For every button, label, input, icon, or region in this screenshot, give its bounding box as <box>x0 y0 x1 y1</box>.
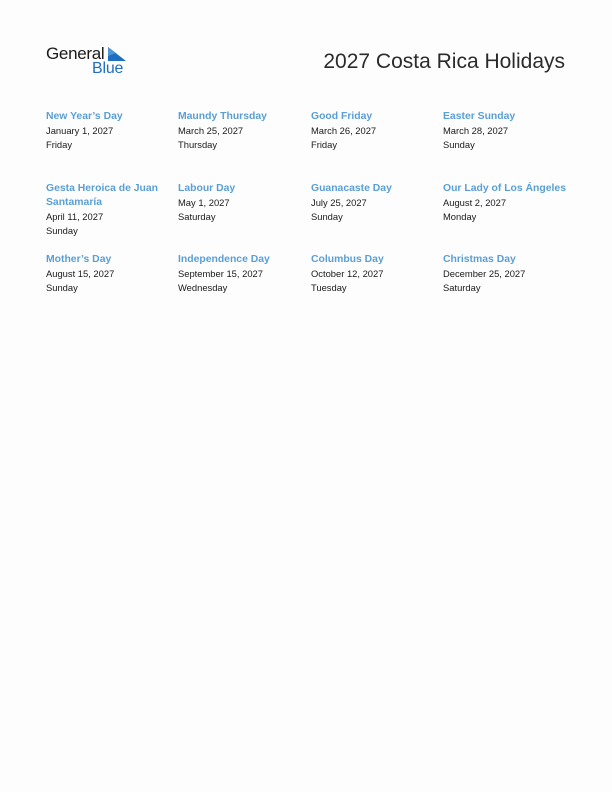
holiday-weekday: Monday <box>443 211 477 222</box>
holiday-item <box>46 110 174 152</box>
holiday-item <box>443 253 571 295</box>
holiday-date: May 1, 2027 <box>178 197 230 208</box>
holiday-date: March 25, 2027 <box>178 125 244 136</box>
holiday-weekday: Saturday <box>178 211 216 222</box>
holiday-name: Mother’s Day <box>46 254 112 265</box>
holiday-weekday: Friday <box>311 139 338 150</box>
holiday-name: New Year’s Day <box>46 111 123 122</box>
holiday-weekday: Wednesday <box>178 282 228 293</box>
holiday-name: Maundy Thursday <box>178 111 267 122</box>
holiday-weekday: Saturday <box>443 282 481 293</box>
logo-word-general: General <box>46 44 105 63</box>
holiday-name: Gesta Heroica de Juan Santamaría <box>46 183 159 208</box>
holiday-weekday: Sunday <box>46 225 78 236</box>
holiday-date: December 25, 2027 <box>443 268 526 279</box>
holiday-name: Easter Sunday <box>443 111 516 122</box>
holiday-name: Christmas Day <box>443 254 516 265</box>
holiday-date: April 11, 2027 <box>46 211 104 222</box>
holiday-item <box>178 253 306 295</box>
holiday-weekday: Sunday <box>46 282 78 293</box>
triangle-flag-icon <box>108 47 126 61</box>
holiday-weekday: Tuesday <box>311 282 347 293</box>
holiday-item <box>311 182 439 224</box>
holiday-item <box>311 253 439 295</box>
page-title: 2027 Costa Rica Holidays <box>323 50 565 73</box>
holiday-name: Labour Day <box>178 183 236 194</box>
holiday-weekday: Thursday <box>178 139 218 150</box>
holiday-name: Columbus Day <box>311 254 384 265</box>
holiday-date: August 2, 2027 <box>443 197 507 208</box>
holiday-item <box>178 110 306 152</box>
holiday-item <box>178 182 306 224</box>
holiday-item <box>443 182 575 224</box>
holiday-item <box>46 253 174 295</box>
holiday-name: Independence Day <box>178 254 270 265</box>
holiday-date: October 12, 2027 <box>311 268 384 279</box>
holiday-weekday: Sunday <box>311 211 343 222</box>
holiday-name: Good Friday <box>311 111 373 122</box>
logo-word-blue: Blue <box>92 60 124 77</box>
holiday-date: September 15, 2027 <box>178 268 263 279</box>
holiday-item <box>443 110 571 152</box>
holiday-name: Guanacaste Day <box>311 183 392 194</box>
holiday-weekday: Friday <box>46 139 73 150</box>
holiday-date: March 26, 2027 <box>311 125 377 136</box>
holiday-date: July 25, 2027 <box>311 197 367 208</box>
generalblue-logo <box>46 44 136 80</box>
holiday-item <box>46 182 166 238</box>
holiday-item <box>311 110 439 152</box>
holiday-date: March 28, 2027 <box>443 125 509 136</box>
holiday-name: Our Lady of Los Ángeles <box>443 183 566 194</box>
holiday-weekday: Sunday <box>443 139 475 150</box>
holiday-date: January 1, 2027 <box>46 125 114 136</box>
holiday-date: August 15, 2027 <box>46 268 115 279</box>
